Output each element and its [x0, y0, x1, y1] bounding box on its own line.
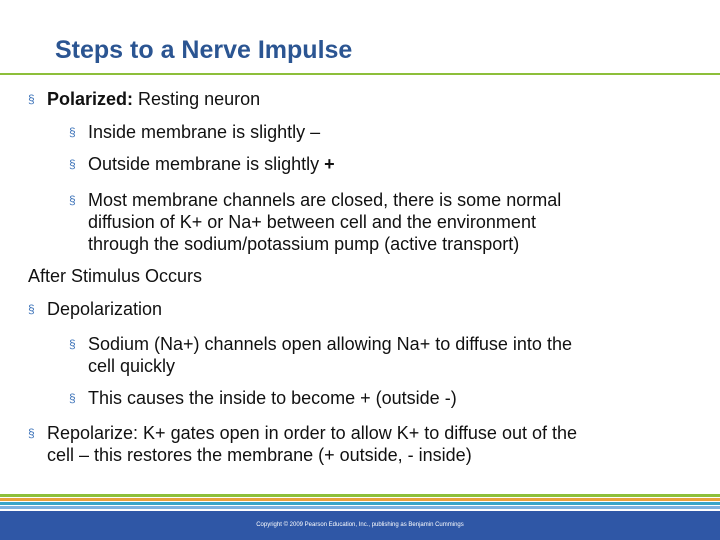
bullet-outside-membrane	[69, 153, 335, 175]
bullet-sodium-channels	[69, 333, 572, 377]
bullet-marker-icon: §	[69, 193, 76, 207]
bullet-marker-icon: §	[69, 337, 76, 351]
repolarize-line-2: cell – this restores the membrane (+ outside, - inside)	[47, 445, 472, 465]
bullet-marker-icon: §	[28, 302, 35, 316]
bullet-polarized	[28, 88, 260, 110]
bullet-marker-icon: §	[69, 125, 76, 139]
polarized-label: Polarized:	[47, 89, 134, 109]
after-stimulus-heading: After Stimulus Occurs	[28, 266, 203, 286]
bullet-marker-icon: §	[69, 157, 76, 171]
title-divider	[0, 73, 720, 75]
sodium-line-1: Sodium (Na+) channels open allowing Na+ to diffuse into the	[88, 334, 572, 354]
stripe-green	[0, 494, 720, 497]
inside-membrane-text: Inside membrane is slightly –	[88, 122, 321, 142]
channels-line-2: diffusion of K+ or Na+ between cell and the environment	[88, 212, 536, 232]
bullet-inside-membrane	[69, 121, 320, 143]
bullet-membrane-channels	[69, 189, 561, 255]
bullet-marker-icon: §	[28, 92, 35, 106]
slide-title: Steps to a Nerve Impulse	[55, 36, 353, 64]
channels-line-3: through the sodium/potassium pump (active transport)	[88, 234, 520, 254]
bullet-depolarization	[28, 298, 162, 320]
bullet-repolarize	[28, 422, 577, 466]
causes-text: This causes the inside to become + (outside -)	[88, 388, 457, 408]
stripe-light-blue	[0, 506, 720, 509]
depolarization-text: Depolarization	[47, 299, 163, 319]
channels-line-1: Most membrane channels are closed, there is some normal	[88, 190, 562, 210]
stripe-teal	[0, 502, 720, 505]
stripe-orange	[0, 498, 720, 501]
repolarize-line-1: Repolarize: K+ gates open in order to allow K+ to diffuse out of the	[47, 423, 578, 443]
plus-symbol: +	[324, 154, 335, 174]
bullet-inside-positive	[69, 387, 457, 409]
bullet-marker-icon: §	[69, 391, 76, 405]
polarized-rest: Resting neuron	[138, 89, 261, 109]
copyright-notice: Copyright © 2009 Pearson Education, Inc., publishing as Benjamin Cummings	[256, 522, 464, 528]
bullet-marker-icon: §	[28, 426, 35, 440]
outside-membrane-text: Outside membrane is slightly	[88, 154, 320, 174]
sodium-line-2: cell quickly	[88, 356, 176, 376]
